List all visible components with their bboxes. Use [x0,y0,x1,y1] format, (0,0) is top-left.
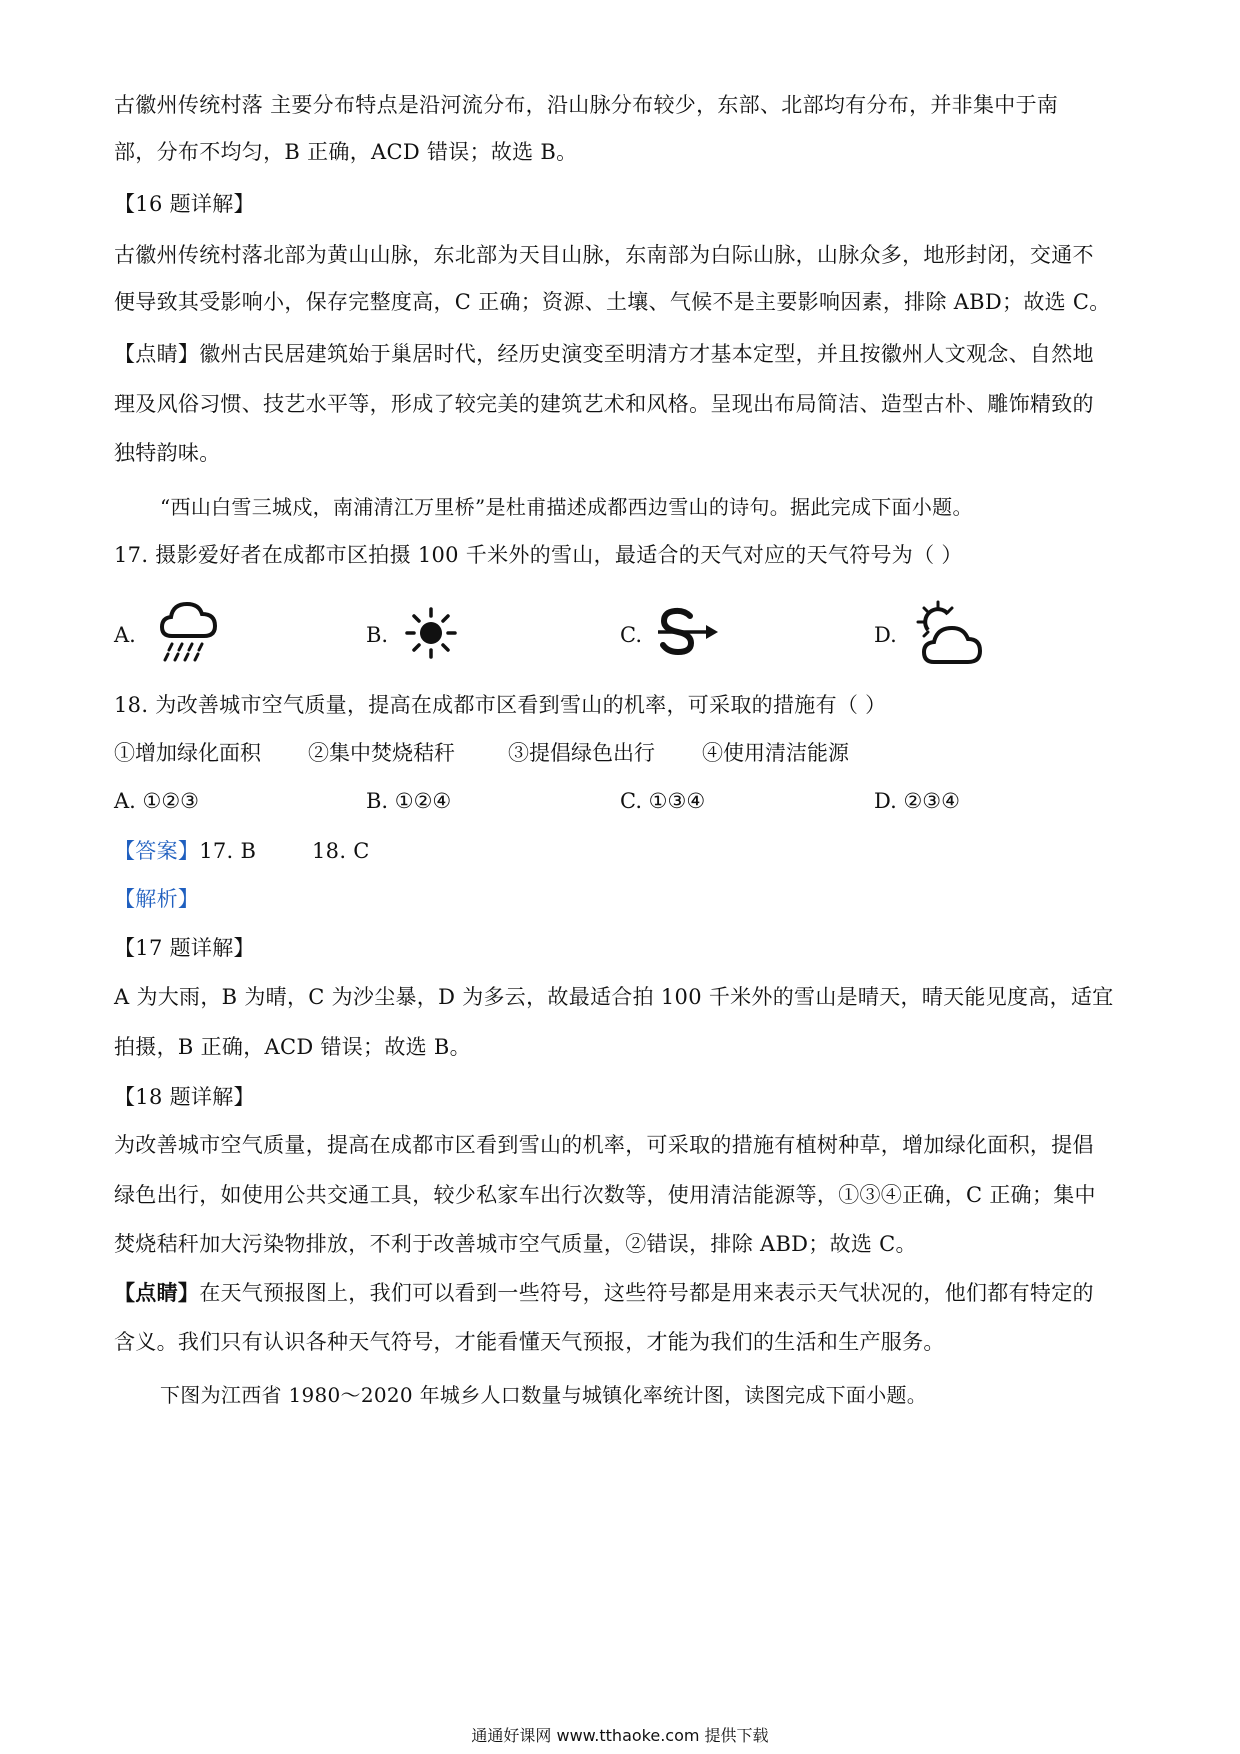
chart-intro: 下图为江西省 1980～2020 年城乡人口数量与城镇化率统计图，读图完成下面小题。 [160,1383,928,1407]
q18-option-b: B. ①②④ [366,789,452,813]
q18-detail-title: 【18 题详解】 [114,1085,255,1109]
paragraph-line: 古徽州传统村落 主要分布特点是沿河流分布，沿山脉分布较少，东部、北部均有分布，并非集中于南 [114,93,1059,117]
q18-stem: 18. 为改善城市空气质量，提高在成都市区看到雪山的机率，可采取的措施有（ ） [114,693,887,717]
q18-measure: ③提倡绿色出行 [508,741,655,765]
dianjing-text: 徽州古民居建筑始于巢居时代，经历史演变至明清方才基本定型，并且按徽州人文观念、自然地 [199,342,1094,366]
sandstorm-icon [654,606,720,658]
q18-option-c: C. ①③④ [620,789,706,813]
sunny-icon [404,606,458,660]
analysis-label: 【解析】 [114,887,200,911]
paragraph-line: 焚烧秸秆加大污染物排放，不利于改善城市空气质量，②错误，排除 ABD；故选 C。 [114,1232,917,1256]
q18-measure: ②集中焚烧秸秆 [308,741,455,765]
q18-measure: ①增加绿化面积 [114,741,261,765]
paragraph-line: 古徽州传统村落北部为黄山山脉，东北部为天目山脉，东南部为白际山脉，山脉众多，地形封闭，交通不 [114,243,1094,267]
q18-measure: ④使用清洁能源 [702,741,849,765]
dianjing-1-line1 [114,339,1124,369]
q18-option-d: D. ②③④ [874,789,960,813]
paragraph-line: 便导致其受影响小，保存完整度高，C 正确；资源、土壤、气候不是主要影响因素，排除 ABD；故选 C。 [114,290,1111,314]
paragraph-line: 绿色出行，如使用公共交通工具，较少私家车出行次数等，使用清洁能源等，①③④正确，C 正确；集中 [114,1183,1096,1207]
q17-option-a-label: A. [114,623,136,647]
paragraph-line: 为改善城市空气质量，提高在成都市区看到雪山的机率，可采取的措施有植树种草，增加绿化面积，提倡 [114,1133,1094,1157]
paragraph-line: 拍摄，B 正确，ACD 错误；故选 B。 [114,1035,471,1059]
paragraph-line: 独特韵味。 [114,441,221,465]
q17-option-c-label: C. [620,623,642,647]
dianjing-text: 在天气预报图上，我们可以看到一些符号，这些符号都是用来表示天气状况的，他们都有特定的 [199,1281,1094,1305]
paragraph-line: A 为大雨，B 为晴，C 为沙尘暴，D 为多云，故最适合拍 100 千米外的雪山是晴天，晴天能见度高，适宜 [114,985,1114,1009]
dianjing-label: 【点睛】 [114,1280,200,1305]
q17-option-b-label: B. [366,623,389,647]
answer-line [114,836,1124,866]
dianjing-label: 【点睛】 [114,342,200,366]
footer-credit: 通通好课网 www.tthaoke.com 提供下载 [471,1726,769,1745]
paragraph-line: 理及风俗习惯、技艺水平等，形成了较完美的建筑艺术和风格。呈现出布局简洁、造型古朴、雕饰精致的 [114,392,1094,416]
dianjing-2-line1 [114,1278,1124,1308]
q16-detail-title: 【16 题详解】 [114,192,255,216]
paragraph-line: 部，分布不均匀，B 正确，ACD 错误；故选 B。 [114,140,578,164]
heavy-rain-icon [158,596,220,666]
answer-label: 【答案】 [114,839,200,863]
answer-text: 17. B 18. C [199,839,370,863]
q17-stem: 17. 摄影爱好者在成都市区拍摄 100 千米外的雪山，最适合的天气对应的天气符号为（ ） [114,543,963,567]
q18-option-a: A. ①②③ [114,789,199,813]
q17-detail-title: 【17 题详解】 [114,936,255,960]
poem-intro: “西山白雪三城戍，南浦清江万里桥”是杜甫描述成都西边雪山的诗句。据此完成下面小题。 [160,495,973,519]
paragraph-line: 含义。我们只有认识各种天气符号，才能看懂天气预报，才能为我们的生活和生产服务。 [114,1330,945,1354]
q17-option-d-label: D. [874,623,897,647]
partly-cloudy-icon [910,600,986,668]
